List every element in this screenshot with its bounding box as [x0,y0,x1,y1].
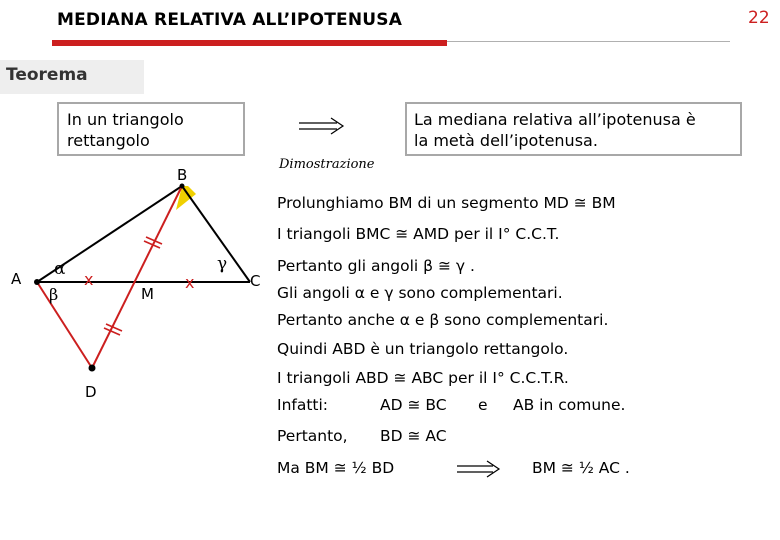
proof-line-2: I triangoli BMC ≅ AMD per il I° C.C.T. [277,225,560,243]
theorem-label: Teorema [0,60,144,94]
point-b [180,184,185,189]
equal-angle-mark-2: x [185,273,195,292]
hypothesis-line-1: In un triangolo [67,110,184,129]
label-a: A [11,270,22,288]
infatti-conj: e [478,396,488,414]
thesis-line-2: la metà dell’ipotenusa. [414,131,598,150]
proof-label: Dimostrazione [279,157,375,172]
label-m: M [141,285,154,303]
proof-line-7: I triangoli ABD ≅ ABC per il I° C.C.T.R. [277,369,569,387]
equal-angle-mark-1: x [84,270,94,289]
side-bc [182,186,250,282]
infatti-eq1: AD ≅ BC [380,396,447,414]
conclusion-arrow-icon [455,459,503,483]
angle-gamma: γ [217,254,228,274]
page-number: 22 [748,8,770,28]
pertanto-label: Pertanto, [277,427,348,445]
right-angle-marker [176,186,196,210]
infatti-label: Infatti: [277,396,329,414]
proof-line-5: Pertanto anche α e β sono complementari. [277,311,609,329]
label-c: C [250,272,261,290]
proof-line-3: Pertanto gli angoli β ≅ γ . [277,257,475,275]
pertanto-eq: BD ≅ AC [380,427,447,445]
angle-alpha: α [54,259,66,279]
conclusion-premise: Ma BM ≅ ½ BD [277,459,395,477]
proof-line-6: Quindi ABD è un triangolo rettangolo. [277,340,569,358]
conclusion-result: BM ≅ ½ AC . [532,459,630,477]
angle-beta: β [49,285,59,304]
infatti-eq2: AB in comune. [513,396,626,414]
label-b: B [177,166,188,184]
point-d [89,365,96,372]
slide-title: MEDIANA RELATIVA ALL’IPOTENUSA [57,10,403,30]
proof-line-1: Prolunghiamo BM di un segmento MD ≅ BM [277,194,616,212]
point-a [34,279,40,285]
segment-bd [92,186,182,368]
hypothesis-line-2: rettangolo [67,131,150,150]
proof-line-4: Gli angoli α e γ sono complementari. [277,284,563,302]
label-d: D [85,383,97,401]
segment-ad [37,282,92,368]
thesis-line-1: La mediana relativa all’ipotenusa è [414,110,696,129]
